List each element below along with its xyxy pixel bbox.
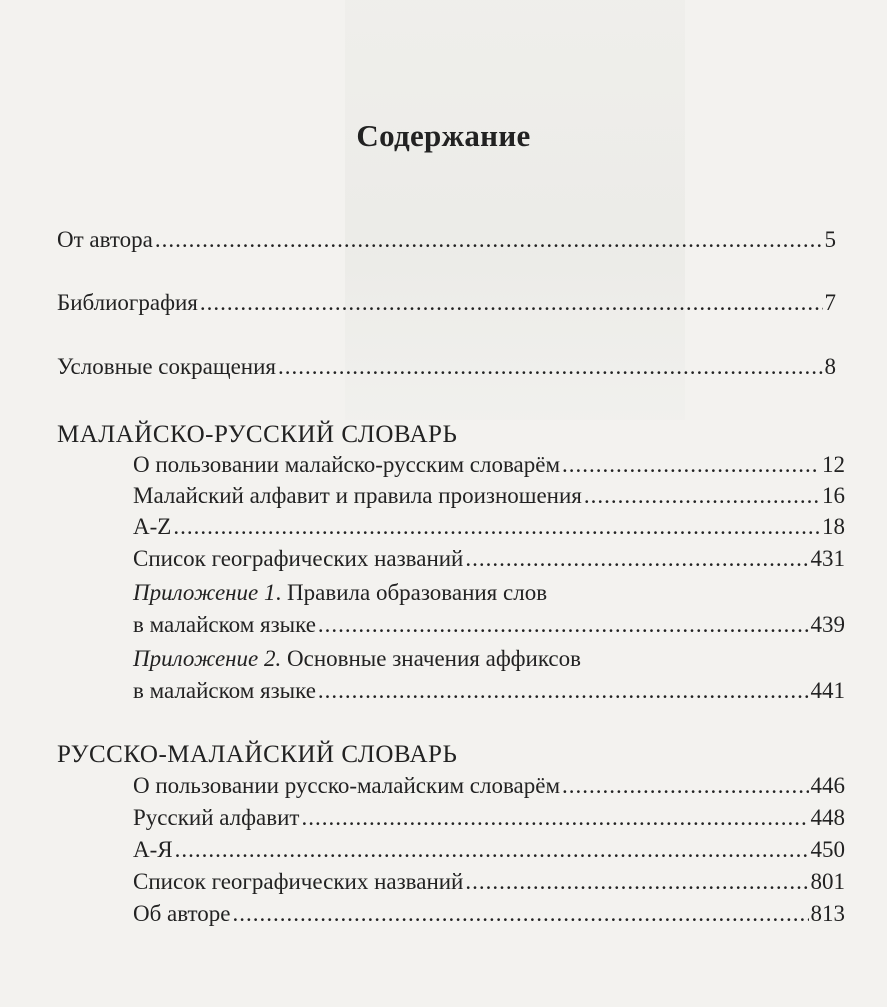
appendix-1-title	[133, 578, 547, 608]
toc-entry	[133, 481, 845, 511]
toc-entry-appendix-2	[133, 676, 845, 706]
leader-dots	[465, 544, 808, 574]
leader-dots	[584, 481, 820, 511]
page-title: Содержание	[356, 118, 531, 153]
leader-dots	[318, 610, 809, 640]
entry-page: 448	[810, 805, 845, 830]
leader-dots	[155, 225, 823, 255]
toc-entry	[133, 867, 845, 897]
appendix-1-rest: . Правила образования слов	[275, 580, 548, 605]
entry-page: 450	[810, 837, 845, 862]
leader-dots	[301, 803, 808, 833]
entry-label: Малайский алфавит и правила произношения	[133, 483, 582, 508]
section-heading-russian-malay: РУССКО-МАЛАЙСКИЙ СЛОВАРЬ	[57, 741, 458, 768]
toc-entry	[133, 450, 845, 480]
entry-label: О пользовании малайско-русским словарём	[133, 452, 561, 477]
toc-entry	[133, 771, 845, 801]
entry-page: 441	[810, 678, 845, 703]
toc-entry-abbreviations	[57, 352, 836, 382]
entry-label: Список географических названий	[133, 869, 464, 894]
appendix-1-prefix: Приложение 1	[133, 580, 276, 605]
entry-label: От автора	[57, 227, 153, 252]
entry-label: Об авторе	[133, 901, 231, 926]
entry-page: 431	[810, 546, 845, 571]
toc-entry-bibliography	[57, 288, 836, 318]
leader-dots	[318, 676, 809, 706]
leader-dots	[562, 771, 808, 801]
toc-entry	[133, 512, 845, 542]
appendix-2-rest: Основные значения аффиксов	[281, 646, 581, 671]
section-heading-malay-russian: МАЛАЙСКО-РУССКИЙ СЛОВАРЬ	[57, 421, 458, 448]
leader-dots	[175, 835, 809, 865]
leader-dots	[562, 450, 820, 480]
leader-dots	[200, 288, 823, 318]
entry-page: 446	[810, 773, 845, 798]
entry-label: Список географических названий	[133, 546, 464, 571]
entry-page: 8	[824, 354, 836, 379]
toc-entry	[133, 803, 845, 833]
appendix-2-title	[133, 644, 581, 674]
entry-label: Библиография	[57, 290, 198, 315]
entry-page: 5	[824, 227, 836, 252]
entry-label: Русский алфавит	[133, 805, 300, 830]
entry-label: A-Z	[133, 514, 172, 539]
entry-page: 801	[810, 869, 845, 894]
leader-dots	[233, 899, 809, 929]
toc-entry-author-preface	[57, 225, 836, 255]
toc-entry	[133, 835, 845, 865]
appendix-2-prefix: Приложение 2.	[133, 646, 282, 671]
entry-page: 16	[822, 483, 845, 508]
leader-dots	[278, 352, 823, 382]
entry-page: 12	[822, 452, 845, 477]
toc-entry	[133, 899, 845, 929]
entry-page: 439	[810, 612, 845, 637]
leader-dots	[173, 512, 820, 542]
toc-entry-appendix-1	[133, 610, 845, 640]
entry-label: О пользовании русско-малайским словарём	[133, 773, 561, 798]
entry-page: 7	[824, 290, 836, 315]
entry-page: 18	[822, 514, 845, 539]
leader-dots	[465, 867, 808, 897]
entry-label: в малайском языке	[133, 678, 316, 703]
entry-label: А-Я	[133, 837, 173, 862]
entry-page: 813	[810, 901, 845, 926]
toc-entry	[133, 544, 845, 574]
entry-label: в малайском языке	[133, 612, 316, 637]
entry-label: Условные сокращения	[57, 354, 276, 379]
